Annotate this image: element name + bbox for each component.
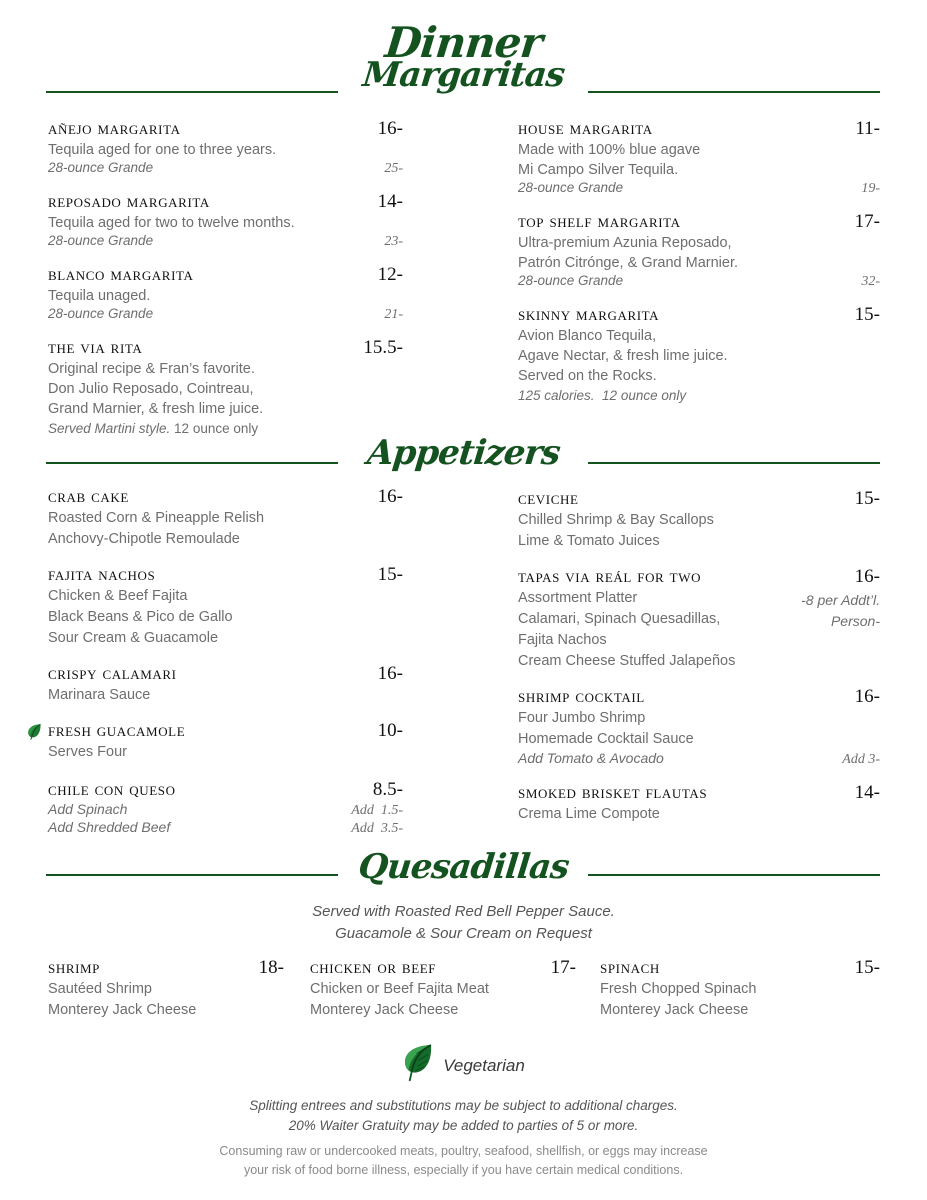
item-size-price: 19- — [861, 181, 880, 196]
menu-item[interactable] — [48, 191, 403, 250]
item-price: 10- — [377, 720, 403, 741]
item-price: 16- — [377, 118, 403, 139]
menu-item[interactable] — [48, 663, 403, 706]
menu-item[interactable] — [518, 488, 880, 552]
serving-note-line: Guacamole & Sour Cream on Request — [335, 925, 592, 942]
item-name: the via rita — [48, 337, 143, 358]
policy-line: 20% Waiter Gratuity may be added to parties of 5 or more. — [288, 1118, 639, 1133]
item-description-line: Serves Four — [48, 744, 127, 760]
serving-note-line: Served with Roasted Red Bell Pepper Sauce. — [312, 903, 615, 920]
policy-line: Splitting entrees and substitutions may be subject to additional charges. — [249, 1098, 678, 1113]
item-price: 16- — [854, 566, 880, 587]
item-name: shrimp cocktail — [518, 686, 645, 707]
item-description-line: Marinara Sauce — [48, 687, 151, 703]
item-size-label: 28-ounce Grande — [48, 233, 154, 248]
item-description-line: Patrón Citrónge, & Grand Marnier. — [518, 255, 739, 271]
item-price: 16- — [377, 486, 403, 507]
policy-note — [0, 1096, 927, 1136]
health-warning — [0, 1142, 927, 1180]
item-price: 12- — [377, 264, 403, 285]
item-name: fajita nachos — [48, 564, 156, 585]
item-price: 16- — [377, 663, 403, 684]
item-description-line: Chilled Shrimp & Bay Scallops — [518, 512, 714, 528]
item-size-price: 21- — [384, 307, 403, 322]
appetizers-left-column — [48, 486, 403, 837]
appetizers-title: Appetizers — [365, 433, 562, 473]
section-header-dinner — [0, 18, 927, 95]
item-name: tapas via reál for two — [518, 566, 702, 587]
menu-item[interactable] — [518, 211, 880, 290]
item-description-line: Don Julio Reposado, Cointreau, — [48, 381, 254, 397]
item-price: 8.5- — [372, 779, 403, 800]
menu-item[interactable] — [310, 957, 600, 1021]
item-price: 15- — [854, 304, 880, 325]
menu-item[interactable] — [48, 779, 403, 837]
section-header-appetizers — [0, 433, 927, 482]
item-surcharge-note: -8 per Addt’l. — [801, 592, 880, 608]
item-size-label: 28-ounce Grande — [48, 306, 154, 321]
item-name: ceviche — [518, 488, 579, 509]
menu-item[interactable] — [48, 486, 403, 550]
quesadillas-serving-note — [0, 901, 927, 945]
vegetarian-label: Vegetarian — [443, 1055, 525, 1075]
item-description-line: Grand Marnier, & fresh lime juice. — [48, 401, 264, 417]
item-name: crab cake — [48, 486, 129, 507]
dinner-title: Dinner — [382, 18, 545, 67]
item-price: 15.5- — [363, 337, 403, 358]
menu-item[interactable] — [48, 720, 403, 763]
item-description-line: Sour Cream & Guacamole — [48, 630, 219, 646]
item-description-line: Served on the Rocks. — [518, 368, 657, 384]
item-price: 11- — [855, 118, 880, 139]
item-name: house margarita — [518, 118, 653, 139]
item-description-line: Made with 100% blue agave — [518, 142, 701, 158]
item-price: 14- — [854, 782, 880, 803]
appetizers-right-column — [518, 488, 880, 825]
item-description-line: Four Jumbo Shrimp — [518, 710, 646, 726]
menu-item[interactable] — [48, 118, 403, 177]
warning-line: your risk of food borne illness, especially if you have certain medical conditions. — [243, 1163, 684, 1177]
menu-item[interactable] — [518, 782, 880, 825]
item-description-line: Avion Blanco Tequila, — [518, 328, 657, 344]
item-description-line: Fajita Nachos — [518, 632, 607, 648]
menu-item[interactable] — [518, 566, 880, 672]
item-description-line: Fresh Chopped Spinach — [600, 981, 757, 997]
item-description-line: Anchovy-Chipotle Remoulade — [48, 531, 240, 547]
item-price: 15- — [854, 957, 880, 978]
menu-item[interactable] — [48, 264, 403, 323]
menu-item[interactable] — [518, 118, 880, 197]
item-name: reposado margarita — [48, 191, 210, 212]
menu-item[interactable] — [48, 564, 403, 649]
item-description-line: Tequila aged for one to three years. — [48, 142, 277, 158]
menu-item[interactable] — [600, 957, 880, 1021]
item-name: blanco margarita — [48, 264, 194, 285]
item-price: 14- — [377, 191, 403, 212]
section-header-quesadillas — [0, 847, 927, 896]
vegetarian-legend — [0, 1043, 927, 1088]
item-price: 17- — [854, 211, 880, 232]
item-description-line: Cream Cheese Stuffed Jalapeños — [518, 653, 736, 669]
item-calorie-note: 125 calories. — [518, 388, 595, 403]
item-size-price: 32- — [861, 274, 880, 289]
item-description-line: Mi Campo Silver Tequila. — [518, 162, 679, 178]
item-description-line: Chicken & Beef Fajita — [48, 588, 188, 604]
item-description-line: Homemade Cocktail Sauce — [518, 731, 694, 747]
item-name: chicken or beef — [310, 957, 437, 978]
item-description-line: Tequila aged for two to twelve months. — [48, 215, 295, 231]
item-addon-label: Add Spinach — [48, 801, 128, 817]
quesadillas-title: Quesadillas — [356, 847, 571, 887]
vegetarian-leaf-icon — [27, 723, 42, 745]
item-description-line: Agave Nectar, & fresh lime juice. — [518, 348, 728, 364]
item-price: 16- — [854, 686, 880, 707]
item-addon-label: Add Shredded Beef — [48, 819, 171, 835]
item-description-line: Roasted Corn & Pineapple Relish — [48, 510, 265, 526]
item-description-line: Tequila unaged. — [48, 288, 151, 304]
quesadillas-row — [48, 957, 880, 1021]
item-size-label: 28-ounce Grande — [518, 180, 624, 195]
item-size-label: 28-ounce Grande — [518, 273, 624, 288]
item-service-note: Served Martini style. — [48, 421, 171, 436]
item-price: 17- — [550, 957, 576, 978]
item-addon-price: Add 1.5- — [351, 803, 403, 818]
menu-item[interactable] — [48, 957, 310, 1021]
item-description-line: Black Beans & Pico de Gallo — [48, 609, 233, 625]
item-size-price: 25- — [384, 161, 403, 176]
menu-item[interactable] — [48, 337, 403, 439]
item-addon-price: Add 3.5- — [351, 821, 403, 836]
item-surcharge-note: Person- — [830, 613, 880, 629]
item-name: shrimp — [48, 957, 101, 978]
item-name: chile con queso — [48, 779, 176, 800]
item-name: fresh guacamole — [48, 720, 186, 741]
margaritas-right-column — [518, 118, 880, 406]
item-volume-note: 12 ounce only — [170, 421, 259, 436]
item-description-line: Lime & Tomato Juices — [518, 533, 660, 549]
item-price: 15- — [854, 488, 880, 509]
item-description-line: Monterey Jack Cheese — [310, 1002, 459, 1018]
warning-line: Consuming raw or undercooked meats, poultry, seafood, shellfish, or eggs may increase — [219, 1144, 708, 1158]
item-name: skinny margarita — [518, 304, 660, 325]
vegetarian-leaf-icon — [402, 1043, 434, 1088]
margaritas-title: Margaritas — [360, 55, 567, 95]
item-name: top shelf margarita — [518, 211, 681, 232]
item-description-line: Calamari, Spinach Quesadillas, — [518, 611, 721, 627]
item-name: añejo margarita — [48, 118, 181, 139]
margaritas-left-column — [48, 118, 403, 439]
item-name: crispy calamari — [48, 663, 177, 684]
item-price: 15- — [377, 564, 403, 585]
item-description-line: Chicken or Beef Fajita Meat — [310, 981, 489, 997]
item-volume-note: 12 ounce only — [594, 388, 687, 403]
item-description-line: Crema Lime Compote — [518, 806, 660, 822]
item-description-line: Assortment Platter — [518, 590, 638, 606]
item-description-line: Monterey Jack Cheese — [48, 1002, 197, 1018]
item-price: 18- — [258, 957, 284, 978]
item-name: spinach — [600, 957, 660, 978]
menu-item[interactable] — [518, 304, 880, 406]
item-description-line: Sautéed Shrimp — [48, 981, 152, 997]
item-addon-label: Add Tomato & Avocado — [518, 750, 664, 766]
item-addon-price: Add 3- — [842, 752, 880, 767]
menu-item[interactable] — [518, 686, 880, 768]
item-name: smoked brisket flautas — [518, 782, 708, 803]
item-description-line: Ultra-premium Azunia Reposado, — [518, 235, 732, 251]
item-size-label: 28-ounce Grande — [48, 160, 154, 175]
item-description-line: Monterey Jack Cheese — [600, 1002, 749, 1018]
item-size-price: 23- — [384, 234, 403, 249]
item-description-line: Original recipe & Fran’s favorite. — [48, 361, 255, 377]
